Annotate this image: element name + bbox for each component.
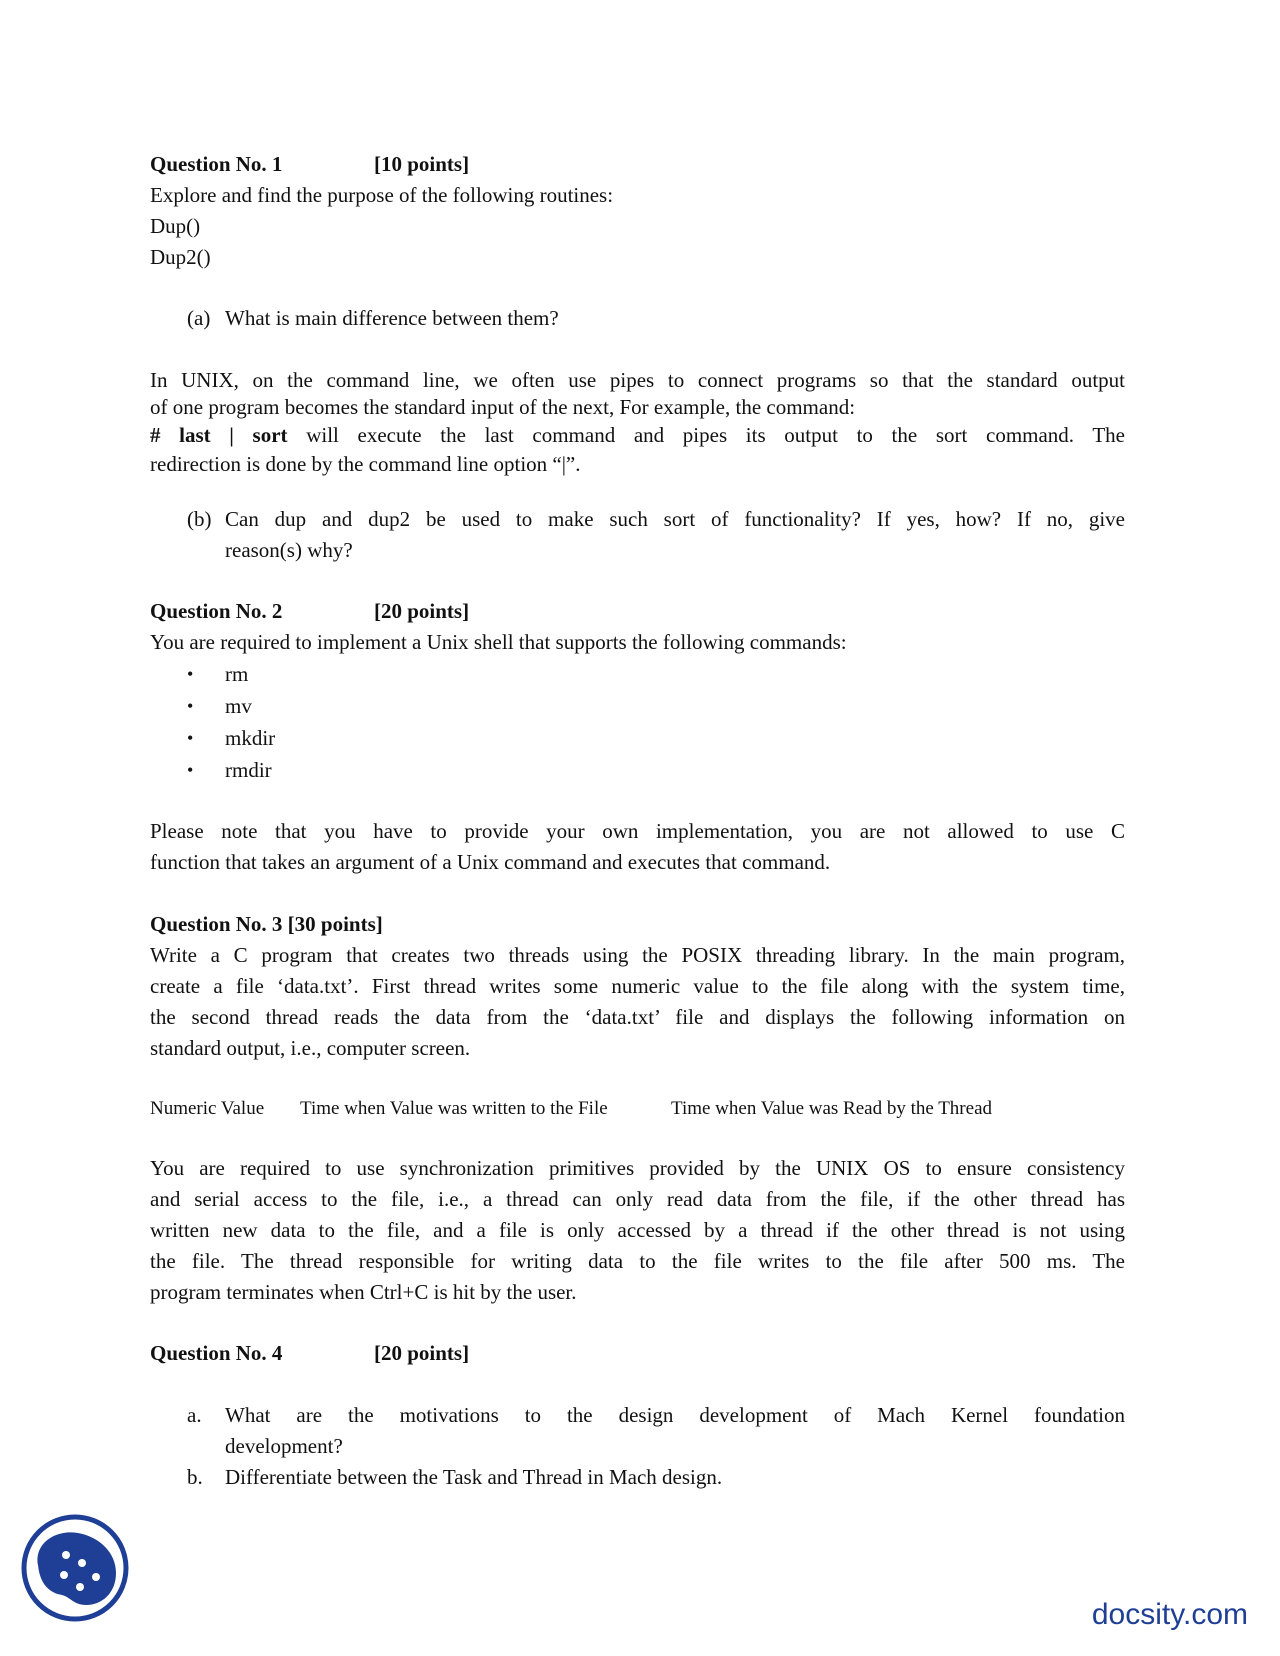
q2-command-mkdir: mkdir: [225, 726, 276, 750]
q3-sync-line-4: the file. The thread responsible for writing data to the file writes to the file after 500 ms. The: [150, 1249, 1125, 1273]
q1-points: [10 points]: [374, 152, 470, 176]
q2-command-rmdir: rmdir: [225, 758, 272, 782]
q1-paragraph-line-1: In UNIX, on the command line, we often use pipes to connect programs so that the standard output: [150, 368, 1125, 392]
q3-sync-line-2: and serial access to the file, i.e., a thread can only read data from the file, if the other thread has: [150, 1187, 1125, 1211]
q3-column-numeric-value: Numeric Value: [150, 1098, 265, 1119]
q4-part-a-label: a.: [187, 1403, 202, 1427]
bullet-icon: •: [187, 696, 194, 716]
q3-line-1: Write a C program that creates two threads using the POSIX threading library. In the main program,: [150, 943, 1125, 967]
q1-part-a-label: (a): [187, 306, 211, 330]
q4-points: [20 points]: [374, 1341, 470, 1365]
docsity-logo-icon[interactable]: [20, 1513, 130, 1623]
q3-line-3: the second thread reads the data from the ‘data.txt’ file and displays the following information on: [150, 1005, 1125, 1029]
bullet-icon: •: [187, 728, 194, 748]
q3-sync-line-1: You are required to use synchronization primitives provided by the UNIX OS to ensure consistency: [150, 1156, 1125, 1180]
q2-command-rm: rm: [225, 662, 249, 686]
q3-title: Question No. 3 [30 points]: [150, 912, 383, 936]
q1-command-explanation: will execute the last command and pipes its output to the sort command. The: [287, 423, 1125, 447]
q1-part-a: What is main difference between them?: [225, 306, 559, 330]
q1-paragraph-line-4: redirection is done by the command line option “|”.: [150, 452, 581, 476]
q1-part-b-label: (b): [187, 507, 212, 531]
q1-part-b-line-2: reason(s) why?: [225, 538, 353, 562]
q3-column-read-time: Time when Value was Read by the Thread: [671, 1098, 993, 1119]
q1-paragraph-line-3: [150, 421, 1125, 449]
q1-paragraph-line-2: of one program becomes the standard input of the next, For example, the command:: [150, 395, 856, 419]
q3-column-written-time: Time when Value was written to the File: [300, 1098, 608, 1119]
q4-part-b-label: b.: [187, 1465, 203, 1489]
bullet-icon: •: [187, 760, 194, 780]
q2-points: [20 points]: [374, 599, 470, 623]
q2-command-mv: mv: [225, 694, 252, 718]
q1-command: # last | sort: [150, 423, 288, 447]
q1-title: Question No. 1: [150, 152, 283, 176]
q1-part-b-line-1: Can dup and dup2 be used to make such sort of functionality? If yes, how? If no, give: [225, 507, 1125, 531]
q1-routine-dup2: Dup2(): [150, 245, 211, 269]
q3-line-2: create a file ‘data.txt’. First thread writes some numeric value to the file along with the system time,: [150, 974, 1125, 998]
q2-note-line-1: Please note that you have to provide your own implementation, you are not allowed to use C: [150, 819, 1125, 843]
q2-title: Question No. 2: [150, 599, 283, 623]
q3-sync-line-3: written new data to the file, and a file is only accessed by a thread if the other thread is not using: [150, 1218, 1125, 1242]
docsity-brand-link[interactable]: docsity.com: [1091, 1598, 1248, 1631]
q4-part-a-line-1: What are the motivations to the design development of Mach Kernel foundation: [225, 1403, 1125, 1427]
q4-title: Question No. 4: [150, 1341, 283, 1365]
q3-line-4: standard output, i.e., computer screen.: [150, 1036, 471, 1060]
q2-note-line-2: function that takes an argument of a Unix command and executes that command.: [150, 850, 831, 874]
q2-intro: You are required to implement a Unix shell that supports the following commands:: [150, 630, 847, 654]
bullet-icon: •: [187, 664, 194, 684]
q1-routine-dup: Dup(): [150, 214, 201, 238]
q3-sync-line-5: program terminates when Ctrl+C is hit by the user.: [150, 1280, 577, 1304]
q4-part-a-line-2: development?: [225, 1434, 343, 1458]
q1-intro: Explore and find the purpose of the following routines:: [150, 183, 614, 207]
q4-part-b: Differentiate between the Task and Thread in Mach design.: [225, 1465, 723, 1489]
